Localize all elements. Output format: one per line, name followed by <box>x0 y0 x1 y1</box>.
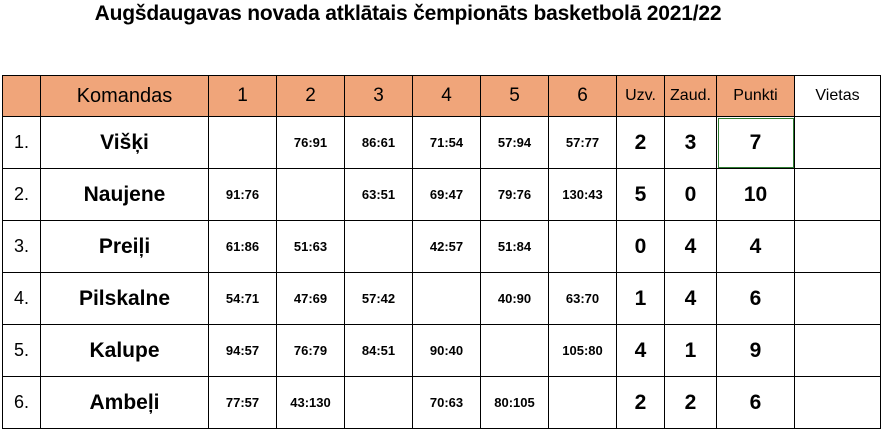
cell-self[interactable] <box>549 377 617 429</box>
cell-points[interactable]: 10 <box>717 169 795 221</box>
row-team-name[interactable]: Ambeļi <box>41 377 209 429</box>
cell-score[interactable]: 51:63 <box>277 221 345 273</box>
cell-score[interactable]: 57:77 <box>549 117 617 169</box>
cell-score[interactable]: 94:57 <box>209 325 277 377</box>
cell-score[interactable]: 79:76 <box>481 169 549 221</box>
cell-wins[interactable]: 5 <box>617 169 665 221</box>
cell-score[interactable]: 54:71 <box>209 273 277 325</box>
cell-points[interactable]: 7 <box>717 117 795 169</box>
row-team-name[interactable]: Naujene <box>41 169 209 221</box>
row-team-name[interactable]: Preiļi <box>41 221 209 273</box>
cell-losses[interactable]: 0 <box>665 169 717 221</box>
header-points[interactable]: Punkti <box>717 76 795 117</box>
cell-score[interactable] <box>345 377 413 429</box>
cell-points[interactable]: 4 <box>717 221 795 273</box>
cell-score[interactable]: 71:54 <box>413 117 481 169</box>
cell-wins[interactable]: 0 <box>617 221 665 273</box>
row-rank[interactable]: 1. <box>3 117 41 169</box>
header-opponent-3[interactable]: 3 <box>345 76 413 117</box>
cell-score[interactable]: 84:51 <box>345 325 413 377</box>
cell-points[interactable]: 6 <box>717 273 795 325</box>
cell-place[interactable] <box>795 221 881 273</box>
cell-losses[interactable]: 1 <box>665 325 717 377</box>
cell-wins[interactable]: 4 <box>617 325 665 377</box>
cell-self[interactable] <box>413 273 481 325</box>
cell-losses[interactable]: 2 <box>665 377 717 429</box>
cell-wins[interactable]: 2 <box>617 377 665 429</box>
cell-score[interactable]: 63:70 <box>549 273 617 325</box>
cell-score[interactable]: 63:51 <box>345 169 413 221</box>
cell-losses[interactable]: 4 <box>665 221 717 273</box>
table-row <box>3 169 881 221</box>
cell-losses[interactable]: 4 <box>665 273 717 325</box>
header-opponent-2[interactable]: 2 <box>277 76 345 117</box>
table-row <box>3 273 881 325</box>
cell-score[interactable]: 42:57 <box>413 221 481 273</box>
cell-self[interactable] <box>481 325 549 377</box>
cell-score[interactable]: 47:69 <box>277 273 345 325</box>
cell-score[interactable]: 76:91 <box>277 117 345 169</box>
row-rank[interactable]: 3. <box>3 221 41 273</box>
cell-place[interactable] <box>795 377 881 429</box>
cell-self[interactable] <box>345 221 413 273</box>
header-places[interactable]: Vietas <box>795 76 881 117</box>
row-team-name[interactable]: Kalupe <box>41 325 209 377</box>
cell-points[interactable]: 6 <box>717 377 795 429</box>
row-team-name[interactable]: Pilskalne <box>41 273 209 325</box>
row-rank[interactable]: 5. <box>3 325 41 377</box>
row-rank[interactable]: 2. <box>3 169 41 221</box>
cell-score[interactable]: 91:76 <box>209 169 277 221</box>
cell-wins[interactable]: 1 <box>617 273 665 325</box>
cell-wins[interactable]: 2 <box>617 117 665 169</box>
cell-score[interactable]: 69:47 <box>413 169 481 221</box>
row-rank[interactable]: 6. <box>3 377 41 429</box>
cell-score[interactable]: 80:105 <box>481 377 549 429</box>
cell-self[interactable] <box>209 117 277 169</box>
standings-table <box>2 75 881 429</box>
cell-losses[interactable]: 3 <box>665 117 717 169</box>
header-wins[interactable]: Uzv. <box>617 76 665 117</box>
cell-score[interactable]: 40:90 <box>481 273 549 325</box>
header-opponent-1[interactable]: 1 <box>209 76 277 117</box>
header-opponent-4[interactable]: 4 <box>413 76 481 117</box>
header-opponent-5[interactable]: 5 <box>481 76 549 117</box>
cell-self[interactable] <box>277 169 345 221</box>
cell-place[interactable] <box>795 273 881 325</box>
cell-points[interactable]: 9 <box>717 325 795 377</box>
cell-score[interactable]: 130:43 <box>549 169 617 221</box>
cell-score[interactable] <box>549 221 617 273</box>
cell-score[interactable]: 90:40 <box>413 325 481 377</box>
table-row <box>3 377 881 429</box>
header-losses[interactable]: Zaud. <box>665 76 717 117</box>
cell-place[interactable] <box>795 325 881 377</box>
cell-score[interactable]: 105:80 <box>549 325 617 377</box>
table-row <box>3 325 881 377</box>
cell-score[interactable]: 70:63 <box>413 377 481 429</box>
cell-score[interactable]: 43:130 <box>277 377 345 429</box>
cell-place[interactable] <box>795 117 881 169</box>
header-opponent-6[interactable]: 6 <box>549 76 617 117</box>
cell-score[interactable]: 77:57 <box>209 377 277 429</box>
cell-place[interactable] <box>795 169 881 221</box>
table-row <box>3 117 881 169</box>
cell-score[interactable]: 51:84 <box>481 221 549 273</box>
cell-score[interactable]: 76:79 <box>277 325 345 377</box>
header-rank[interactable] <box>3 76 41 117</box>
cell-score[interactable]: 61:86 <box>209 221 277 273</box>
cell-score[interactable]: 57:94 <box>481 117 549 169</box>
header-teams[interactable]: Komandas <box>41 76 209 117</box>
cell-score[interactable]: 57:42 <box>345 273 413 325</box>
cell-score[interactable]: 86:61 <box>345 117 413 169</box>
table-row <box>3 221 881 273</box>
page-title: Augšdaugavas novada atklātais čempionāts basketbolā 2021/22 <box>94 2 722 25</box>
row-rank[interactable]: 4. <box>3 273 41 325</box>
row-team-name[interactable]: Višķi <box>41 117 209 169</box>
table-header-row <box>3 76 881 117</box>
